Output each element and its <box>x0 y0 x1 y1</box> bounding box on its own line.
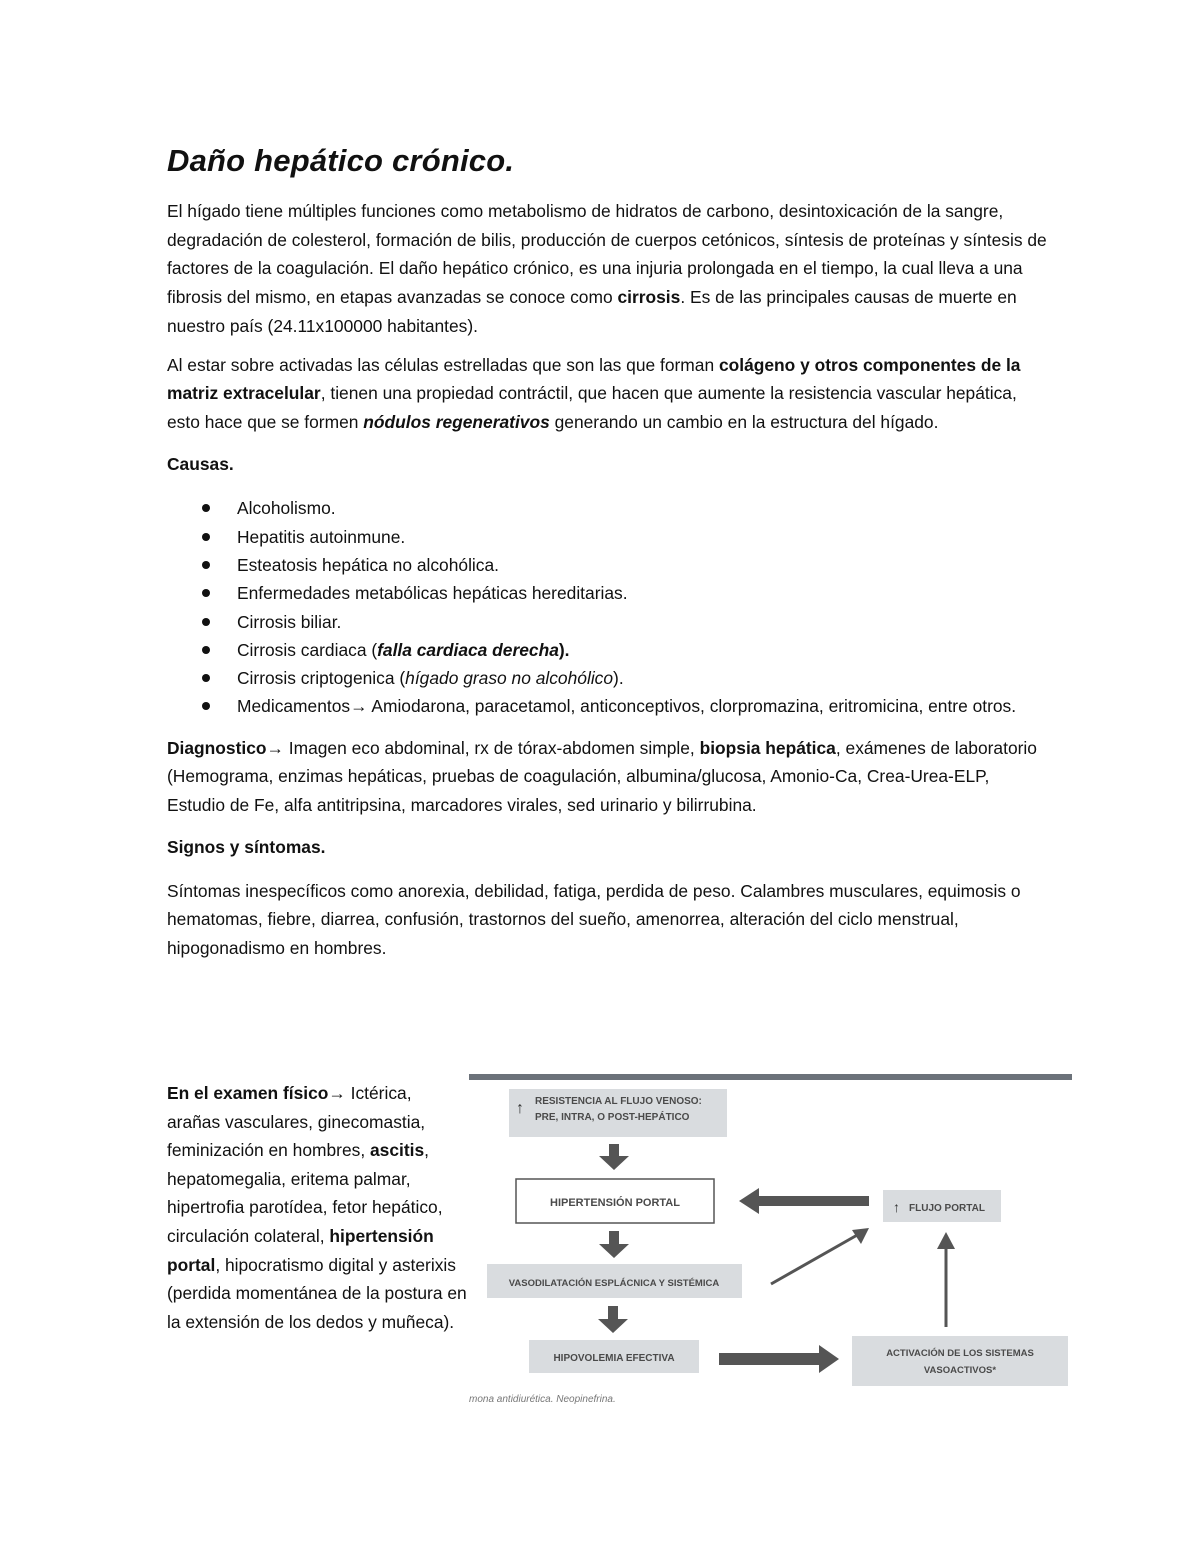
list-item: Enfermedades metabólicas hepáticas hereditarias. <box>167 579 1047 607</box>
diagram-box-resistance <box>509 1089 727 1137</box>
signs-heading: Signos y síntomas. <box>167 836 326 857</box>
diagram-footnote: mona antidiurética. Neopinefrina. <box>469 1394 616 1404</box>
svg-text:HIPERTENSIÓN PORTAL: HIPERTENSIÓN PORTAL <box>550 1197 680 1209</box>
left-arrow-icon <box>739 1188 869 1214</box>
list-item: Hepatitis autoinmune. <box>167 523 1047 551</box>
list-item: Medicamentos→ Amiodarona, paracetamol, anticonceptivos, clorpromazina, eritromicina, entre otros. <box>167 692 1047 720</box>
svg-text:ACTIVACIÓN DE LOS SISTEMAS: ACTIVACIÓN DE LOS SISTEMAS <box>886 1348 1034 1359</box>
diagram-box-portal-flow <box>883 1190 1001 1222</box>
right-arrow-icon <box>719 1345 839 1373</box>
list-item: Cirrosis criptogenica (hígado graso no alcohólico). <box>167 664 1047 692</box>
down-arrow-icon <box>599 1231 629 1258</box>
list-item: Alcoholismo. <box>167 494 1047 522</box>
top-rule <box>469 1074 1072 1080</box>
down-arrow-icon <box>599 1144 629 1170</box>
symptoms-paragraph: Síntomas inespecíficos como anorexia, debilidad, fatiga, perdida de peso. Calambres musculares, equimosis o hematomas, fiebre, diarrea, confusión, trastornos del sueño, amenorrea, alteración del ciclo menstrual, hipogonadismo en hombres. <box>167 880 1021 958</box>
portal-hypertension-diagram <box>469 1074 1072 1404</box>
svg-text:HIPOVOLEMIA EFECTIVA: HIPOVOLEMIA EFECTIVA <box>553 1353 675 1364</box>
physical-exam-paragraph: En el examen físico→ Ictérica, arañas vasculares, ginecomastia, feminización en hombres, ascitis, hepatomegalia, eritema palmar, hipertrofia parotídea, fetor hepático, circulación colateral, hipertensión portal, hipocratismo digital y asterixis (perdida momentánea de la postura en la extensión de los dedos y muñeca). <box>167 1083 467 1332</box>
svg-text:PRE, INTRA, O POST-HEPÁTICO: PRE, INTRA, O POST-HEPÁTICO <box>535 1112 690 1123</box>
diagram-box-vasodilation <box>487 1264 742 1298</box>
intro-paragraph: El hígado tiene múltiples funciones como metabolismo de hidratos de carbono, desintoxicación de la sangre, degradación de colesterol, formación de bilis, producción de cuerpos cetónicos, síntesis de proteínas y síntesis de factores de la coagulación. El daño hepático crónico, es una injuria prolongada en el tiempo, la cual lleva a una fibrosis del mismo, en etapas avanzadas se conoce como cirrosis. Es de las principales causas de muerte en nuestro país (24.11x100000 habitantes). <box>167 201 1047 336</box>
svg-text:FLUJO PORTAL: FLUJO PORTAL <box>909 1203 985 1214</box>
document-body <box>167 143 1047 963</box>
causes-heading: Causas. <box>167 453 234 474</box>
diagnosis-paragraph: Diagnostico→ Imagen eco abdominal, rx de tórax-abdomen simple, biopsia hepática, exámenes de laboratorio (Hemograma, enzimas hepáticas, pruebas de coagulación, albumina/glucosa, Amonio-Ca, Crea-Urea-ELP, Estudio de Fe, alfa antitripsina, marcadores virales, sed urinario y bilirrubina. <box>167 737 1037 816</box>
svg-text:VASODILATACIÓN ESPLÁCNICA Y SI: VASODILATACIÓN ESPLÁCNICA Y SISTÉMICA <box>508 1278 720 1289</box>
list-item: Cirrosis cardiaca (falla cardiaca derecha). <box>167 636 1047 664</box>
causes-list <box>167 494 1047 720</box>
diagonal-arrow-icon <box>771 1234 859 1284</box>
svg-text:VASOACTIVOS*: VASOACTIVOS* <box>923 1365 997 1376</box>
diagram-box-vasoactive-activation <box>852 1336 1068 1386</box>
list-item: Cirrosis biliar. <box>167 608 1047 636</box>
up-arrow-icon: ↑ <box>516 1100 524 1117</box>
arrow-right-icon: → <box>328 1083 346 1103</box>
page-title: Daño hepático crónico. <box>167 143 515 178</box>
arrow-right-icon: → <box>350 696 368 717</box>
diagram-box-portal-hypertension <box>516 1179 714 1223</box>
svg-text:RESISTENCIA AL FLUJO VENOSO:: RESISTENCIA AL FLUJO VENOSO: <box>535 1096 702 1107</box>
list-item: Esteatosis hepática no alcohólica. <box>167 551 1047 579</box>
stellate-cells-paragraph: Al estar sobre activadas las células estrelladas que son las que forman colágeno y otros componentes de la matriz extracelular, tienen una propiedad contráctil, que hacen que aumente la resistencia vascular hepática, esto hace que se formen nódulos regenerativos generando un cambio en la estructura del hígado. <box>167 354 1021 432</box>
cirrosis-term: cirrosis <box>617 287 681 308</box>
diagram-box-hypovolemia <box>529 1340 699 1373</box>
down-arrow-icon <box>598 1306 628 1333</box>
up-arrow-icon: ↑ <box>893 1199 900 1215</box>
arrow-right-icon: → <box>266 737 284 758</box>
